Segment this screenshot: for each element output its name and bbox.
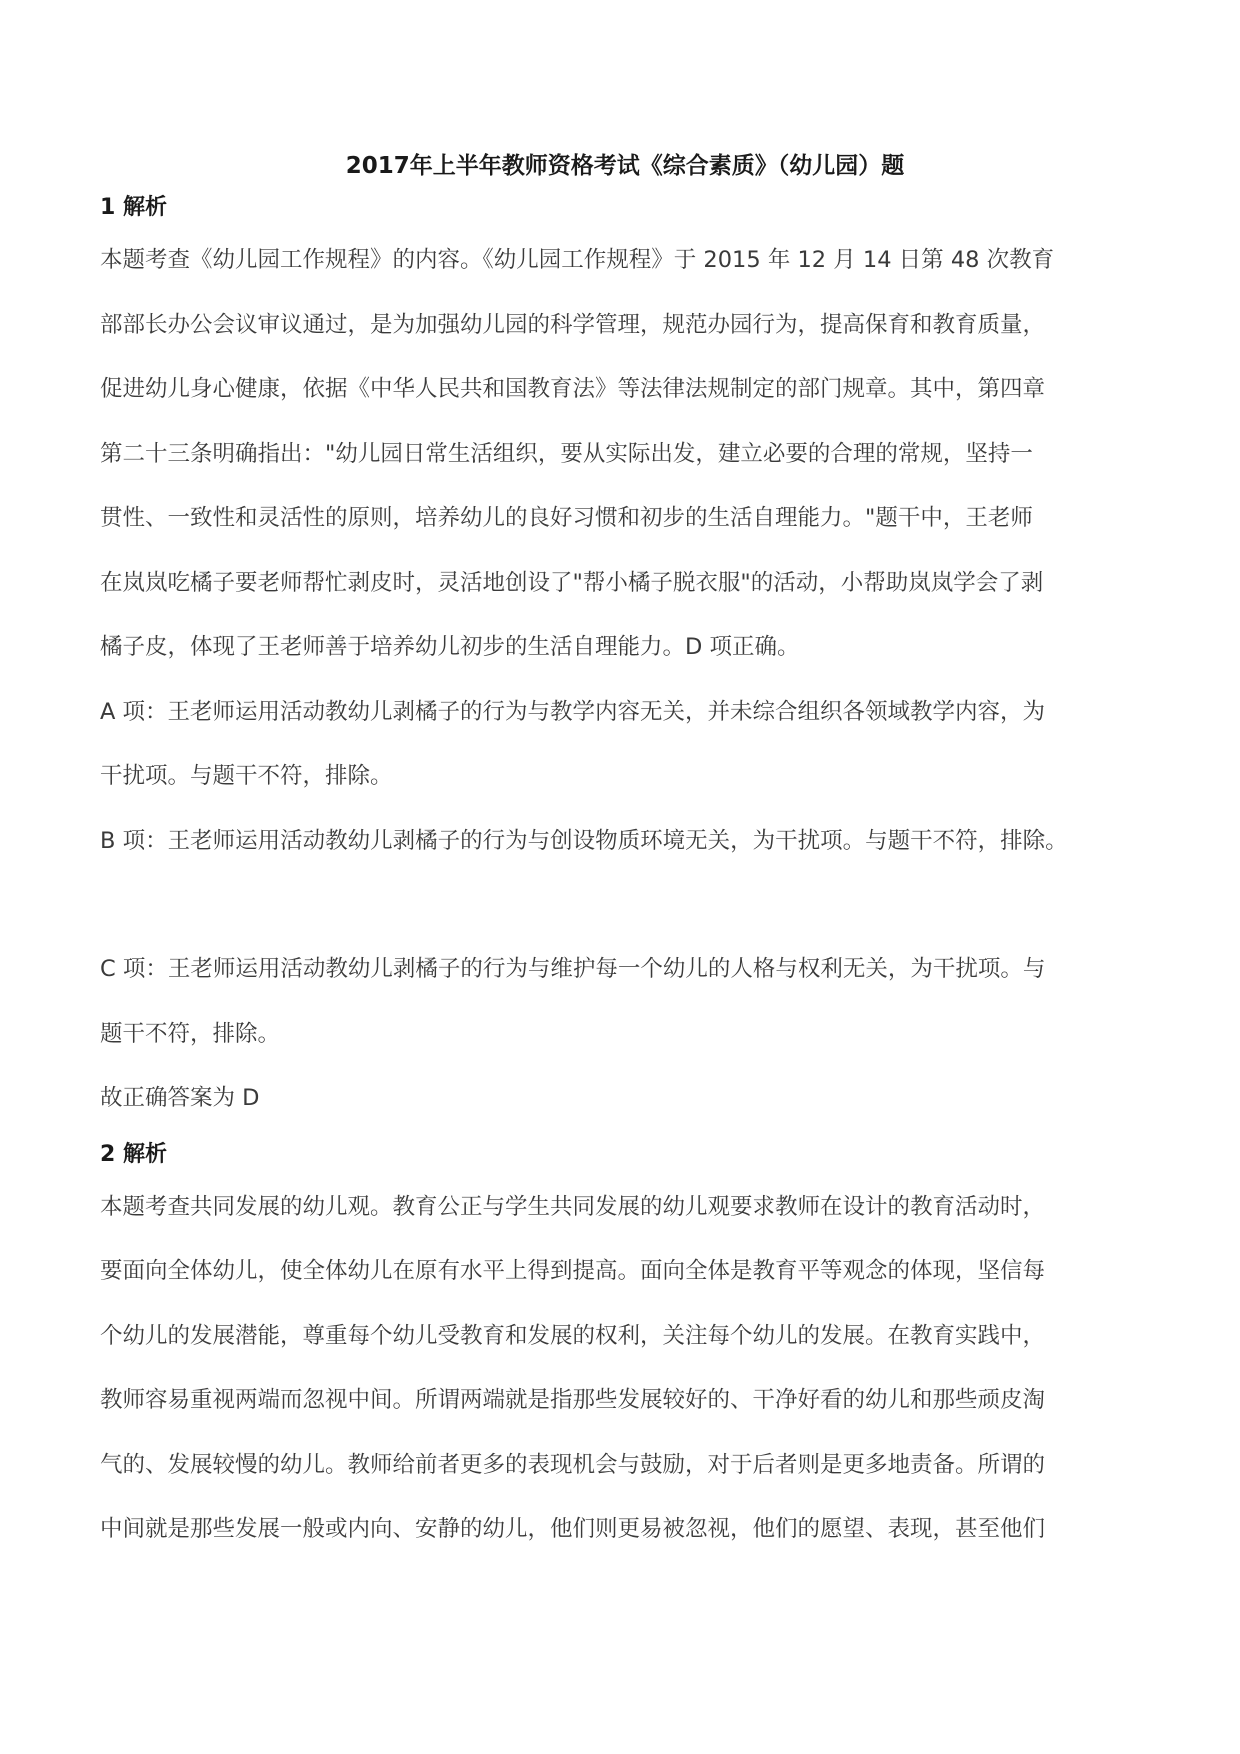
text-line: 题干不符，排除。 <box>100 1020 281 1047</box>
text-line: 本题考查共同发展的幼儿观。教育公正与学生共同发展的幼儿观要求教师在设计的教育活动时， <box>100 1193 1046 1220</box>
text-line: 个幼儿的发展潜能，尊重每个幼儿受教育和发展的权利，关注每个幼儿的发展。在教育实践中， <box>100 1322 1046 1349</box>
option-c-paragraph <box>100 937 1150 1066</box>
section-heading: 2 解析 <box>100 1141 167 1167</box>
text-line: 干扰项。与题干不符，排除。 <box>100 763 393 789</box>
section-2 <box>100 1137 1150 1562</box>
document-page <box>100 148 1150 1562</box>
text-line: 促进幼儿身心健康，依据《中华人民共和国教育法》等法律法规制定的部门规章。其中，第四章 <box>100 376 1046 402</box>
option-a-paragraph <box>100 680 1150 809</box>
section-heading: 1 解析 <box>100 195 167 220</box>
answer-paragraph <box>100 1066 1150 1131</box>
blank-gap <box>100 873 1150 937</box>
text-line: 故正确答案为 D <box>100 1085 260 1111</box>
text-line: 部部长办公会议审议通过，是为加强幼儿园的科学管理，规范办园行为，提高保育和教育质量， <box>100 311 1046 338</box>
text-line: B 项：王老师运用活动教幼儿剥橘子的行为与创设物质环境无关，为干扰项。与题干不符，排除。 <box>100 827 1068 854</box>
document-title: 2017年上半年教师资格考试《综合素质》（幼儿园）题 <box>345 153 905 179</box>
text-line: 气的、发展较慢的幼儿。教师给前者更多的表现机会与鼓励，对于后者则是更多地责备。所谓的 <box>100 1451 1046 1478</box>
paragraph <box>100 228 1150 680</box>
text-line: A 项：王老师运用活动教幼儿剥橘子的行为与教学内容无关，并未综合组织各领域教学内容，为 <box>100 698 1046 725</box>
paragraph <box>100 1175 1150 1562</box>
text-line: 教师容易重视两端而忽视中间。所谓两端就是指那些发展较好的、干净好看的幼儿和那些顽皮淘 <box>100 1387 1046 1413</box>
option-b-paragraph <box>100 809 1150 874</box>
text-line: 贯性、一致性和灵活性的原则，培养幼儿的良好习惯和初步的生活自理能力。"题干中，王老师 <box>100 505 1033 531</box>
text-line: 要面向全体幼儿，使全体幼儿在原有水平上得到提高。面向全体是教育平等观念的体现，坚信每 <box>100 1258 1046 1284</box>
text-line: 中间就是那些发展一般或内向、安静的幼儿，他们则更易被忽视，他们的愿望、表现，甚至他们 <box>100 1516 1046 1542</box>
text-line: C 项：王老师运用活动教幼儿剥橘子的行为与维护每一个幼儿的人格与权利无关，为干扰项。与 <box>100 956 1046 982</box>
text-line: 第二十三条明确指出："幼儿园日常生活组织，要从实际出发，建立必要的合理的常规，坚持一 <box>100 440 1033 467</box>
section-1 <box>100 190 1150 1131</box>
text-line: 橘子皮，体现了王老师善于培养幼儿初步的生活自理能力。D 项正确。 <box>100 634 800 660</box>
text-line: 在岚岚吃橘子要老师帮忙剥皮时，灵活地创设了"帮小橘子脱衣服"的活动，小帮助岚岚学会了剥 <box>100 569 1044 596</box>
text-line: 本题考查《幼儿园工作规程》的内容。《幼儿园工作规程》于 2015 年 12 月 14 日第 48 次教育 <box>100 247 1055 273</box>
